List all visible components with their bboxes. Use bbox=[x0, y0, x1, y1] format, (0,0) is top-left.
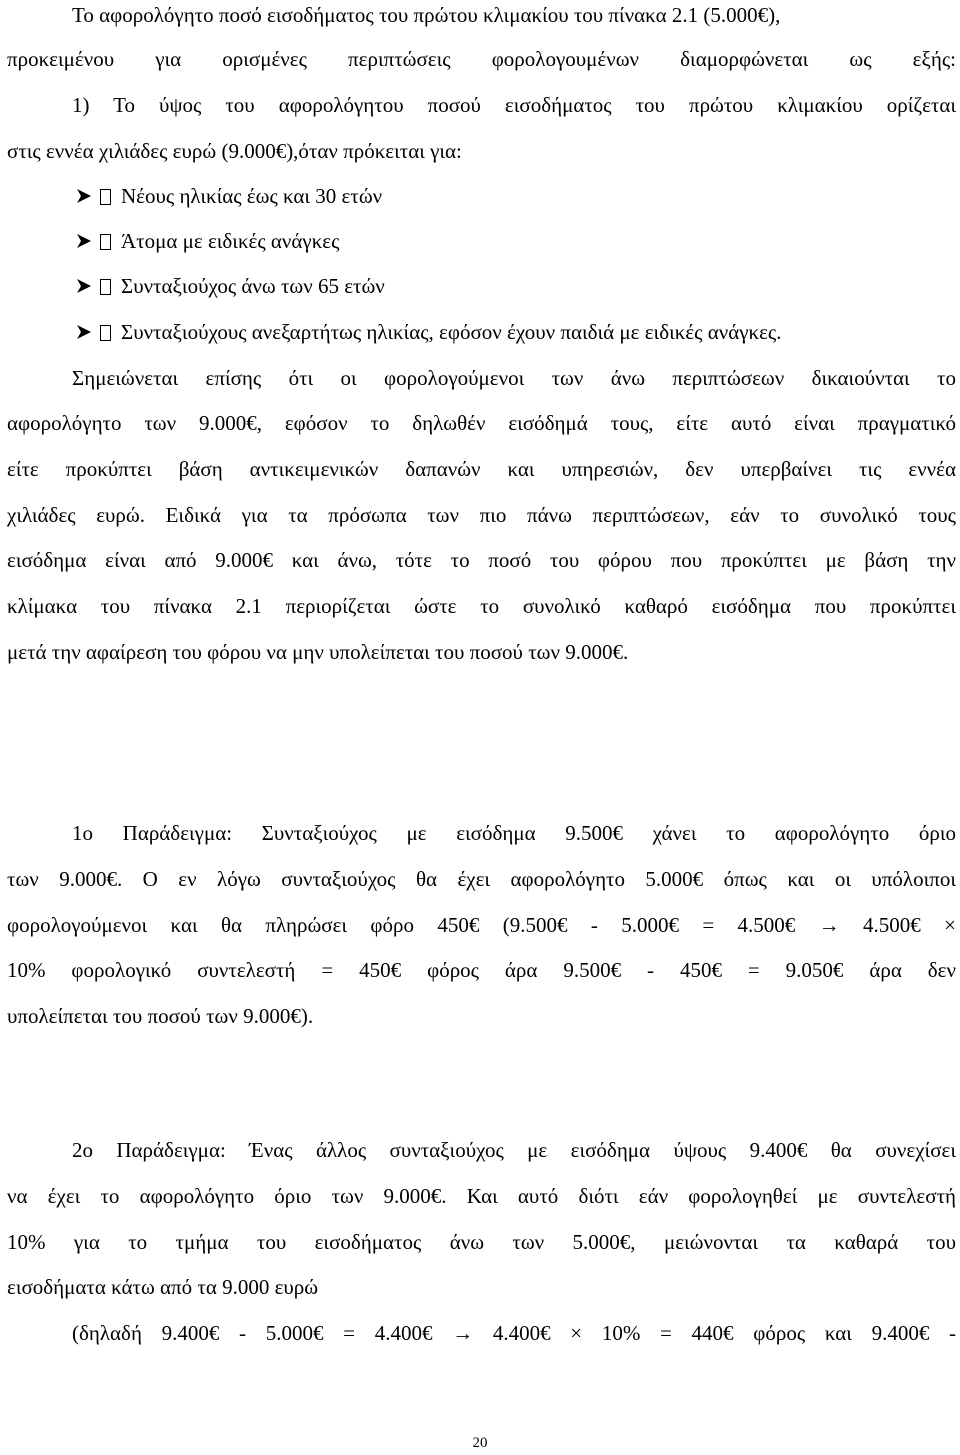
arrowhead-bullet-icon bbox=[76, 278, 92, 294]
paragraph-line: κλίμακα του πίνακα 2.1 περιορίζεται ώστε το συνολικό καθαρό εισόδημα που προκύπτει bbox=[7, 594, 956, 618]
missing-glyph-icon bbox=[100, 279, 111, 295]
paragraph-line: μετά την αφαίρεση του φόρου να μην υπολείπεται του ποσού των 9.000€. bbox=[7, 640, 629, 664]
example-line: των 9.000€. Ο εν λόγω συνταξιούχος θα έχει αφορολόγητο 5.000€ όπως και οι υπόλοιποι bbox=[7, 867, 956, 891]
paragraph-line: είτε προκύπτει βάση αντικειμενικών δαπανών και υπηρεσιών, δεν υπερβαίνει τις εννέα bbox=[7, 457, 956, 481]
paragraph-line: χιλιάδες ευρώ. Ειδικά για τα πρόσωπα των πιο πάνω περιπτώσεων, εάν το συνολικό τους bbox=[7, 503, 956, 527]
bullet-text: Νέους ηλικίας έως και 30 ετών bbox=[121, 184, 383, 208]
example-line: (δηλαδή 9.400€ - 5.000€ = 4.400€ → 4.400€ × 10% = 440€ φόρος και 9.400€ - bbox=[72, 1321, 956, 1345]
page-number: 20 bbox=[472, 1435, 488, 1451]
example-line: 10% φορολογικό συντελεστή = 450€ φόρος άρα 9.500€ - 450€ = 9.050€ άρα δεν bbox=[7, 958, 956, 982]
example-line: εισοδήματα κάτω από τα 9.000 ευρώ bbox=[7, 1275, 319, 1299]
bullet-text: Συνταξιούχους ανεξαρτήτως ηλικίας, εφόσον έχουν παιδιά με ειδικές ανάγκες. bbox=[121, 320, 782, 344]
arrowhead-bullet-icon bbox=[76, 324, 92, 340]
paragraph-line: 1) Το ύψος του αφορολόγητου ποσού εισοδήματος του πρώτου κλιμακίου ορίζεται bbox=[72, 93, 956, 117]
paragraph-line: Σημειώνεται επίσης ότι οι φορολογούμενοι των άνω περιπτώσεων δικαιούνται το bbox=[72, 366, 956, 390]
bullet-item bbox=[76, 273, 385, 299]
bullet-item bbox=[76, 319, 781, 345]
missing-glyph-icon bbox=[100, 234, 111, 250]
example-line: 2ο Παράδειγμα: Ένας άλλος συνταξιούχος με εισόδημα ύψους 9.400€ θα συνεχίσει bbox=[72, 1138, 956, 1162]
example-line: να έχει το αφορολόγητο όριο των 9.000€. Και αυτό διότι εάν φορολογηθεί με συντελεστή bbox=[7, 1184, 956, 1208]
paragraph-line: προκειμένου για ορισμένες περιπτώσεις φορολογουμένων διαμορφώνεται ως εξής: bbox=[7, 47, 956, 71]
example-line: φορολογούμενοι και θα πληρώσει φόρο 450€ (9.500€ - 5.000€ = 4.500€ → 4.500€ × bbox=[7, 913, 956, 937]
example-line: υπολείπεται του ποσού των 9.000€). bbox=[7, 1004, 314, 1028]
bullet-item bbox=[76, 228, 339, 254]
bullet-text: Συνταξιούχος άνω των 65 ετών bbox=[121, 274, 385, 298]
paragraph-line: Το αφορολόγητο ποσό εισοδήματος του πρώτου κλιμακίου του πίνακα 2.1 (5.000€), bbox=[72, 3, 781, 27]
example-line: 1ο Παράδειγμα: Συνταξιούχος με εισόδημα 9.500€ χάνει το αφορολόγητο όριο bbox=[72, 821, 956, 845]
paragraph-line: στις εννέα χιλιάδες ευρώ (9.000€),όταν πρόκειται για: bbox=[7, 139, 462, 163]
bullet-item bbox=[76, 183, 382, 209]
example-line: 10% για το τμήμα του εισοδήματος άνω των 5.000€, μειώνονται τα καθαρά του bbox=[7, 1230, 956, 1254]
arrowhead-bullet-icon bbox=[76, 188, 92, 204]
paragraph-line: εισόδημα είναι από 9.000€ και άνω, τότε το ποσό του φόρου που προκύπτει με βάση την bbox=[7, 548, 956, 572]
bullet-text: Άτομα με ειδικές ανάγκες bbox=[121, 229, 340, 253]
paragraph-line: αφορολόγητο των 9.000€, εφόσον το δηλωθέν εισόδημά τους, είτε αυτό είναι πραγματικό bbox=[7, 411, 956, 435]
arrowhead-bullet-icon bbox=[76, 233, 92, 249]
missing-glyph-icon bbox=[100, 325, 111, 341]
missing-glyph-icon bbox=[100, 189, 111, 205]
